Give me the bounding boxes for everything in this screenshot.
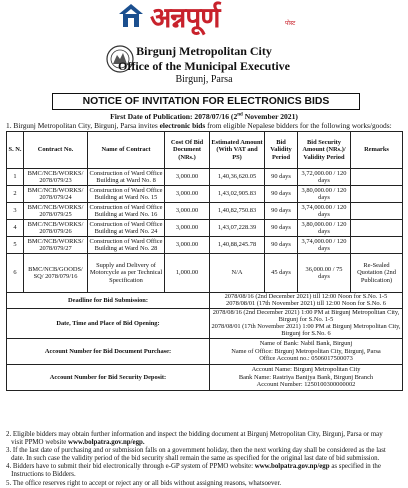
masthead-logo-subtext: पोस्ट: [285, 20, 296, 27]
note-2: 2. Eligible bidders may obtain further information and inspect the bidding document at Birgunj Metropolitan City, Birgunj, Parsa or may: [6, 431, 383, 438]
cell-security: 36,000.00 / 75 days: [298, 254, 351, 293]
purchase-account-row: [7, 338, 403, 364]
egp-link[interactable]: www.bolpatra.gov.np/egp: [254, 463, 330, 471]
note-4: 4. Bidders have to submit their bid electronically through e-GP system of PPMO website: www.bolpatra.gov.np/egp as specified in the: [6, 463, 381, 471]
cell-estimated: 1,40,36,620.05: [210, 169, 265, 186]
security-account-line: Bank Name: Rastriya Banijya Bank, Birgunj Branch: [238, 373, 374, 381]
cell-cost: 3,000.00: [165, 169, 210, 186]
cell-validity: 90 days: [265, 203, 298, 220]
note-3-cont: date. In such case the validity period of the bid security shall remain the same as specified for the original last date of bid submission.: [11, 455, 380, 463]
note-4-cont: Instructions to Bidders.: [11, 471, 76, 479]
cell-contract-no: BMC/NCB/WORKS/ 2078/079/25: [24, 203, 88, 220]
notes-section: [6, 431, 404, 488]
cell-contract-no: BMC/NCB/WORKS/ 2078/079/24: [24, 186, 88, 203]
purchase-account-label: Account Number for Bid Document Purchase:: [7, 338, 210, 364]
newspaper-masthead: [0, 0, 408, 34]
cell-remarks: [351, 186, 403, 203]
cell-estimated: 1,40,88,245.78: [210, 237, 265, 254]
cell-security: 3,80,000.00 / 120 days: [298, 220, 351, 237]
deadline-label: Deadline for Bid Submission:: [7, 293, 210, 309]
deadline-line: 2078/08/01 (17th November 2021) till 12:00 Noon for S.No. 6: [226, 300, 386, 308]
table-row: [7, 254, 403, 293]
header-estimated-amount: Estimated Amount (With VAT and PS): [210, 132, 265, 169]
deadline-row: [7, 293, 403, 309]
header-bid-cost: Cost Of Bid Document (NRs.): [165, 132, 210, 169]
cell-contract-name: Construction of Ward Office Building at Ward No. 15: [88, 186, 165, 203]
header-contract-no: Contract No.: [24, 132, 88, 169]
cell-contract-no: BMC/NCB/WORKS/ 2078/079/26: [24, 220, 88, 237]
cell-sn: 2: [7, 186, 24, 203]
cell-estimated: 1,43,07,228.39: [210, 220, 265, 237]
security-account-label: Account Number for Bid Security Deposit:: [7, 364, 210, 390]
header-validity: Bid Validity Period: [265, 132, 298, 169]
cell-contract-no: BMC/NCB/GOODS/ SQ/ 2078/079/16: [24, 254, 88, 293]
opening-line: 2078/08/16 (2nd December 2021) 1:00 PM at Birgunj Metropolitan City, Birgunj for S.No. 1-5: [212, 308, 400, 323]
security-account-line: Account Name: Birgunj Metropolitan City: [251, 366, 361, 374]
header-sn: S. N.: [7, 132, 24, 169]
table-row: [7, 203, 403, 220]
cell-contract-no: BMC/NCB/WORKS/ 2078/079/23: [24, 169, 88, 186]
cell-cost: 3,000.00: [165, 220, 210, 237]
cell-sn: 6: [7, 254, 24, 293]
cell-sn: 3: [7, 203, 24, 220]
table-row: [7, 169, 403, 186]
opening-line: 2078/08/01 (17th November 2021) 1:00 PM at Birgunj Metropolitan City, Birgunj for S.No. 6: [211, 323, 401, 338]
opening-value: [210, 308, 403, 338]
table-row: [7, 237, 403, 254]
cell-sn: 1: [7, 169, 24, 186]
security-account-value: [210, 364, 403, 390]
cell-validity: 90 days: [265, 220, 298, 237]
purchase-account-line: Office Account no.: 0506017500073: [259, 354, 353, 362]
office-address: Birgunj, Parsa: [175, 74, 233, 85]
cell-security: 3,72,000.00 / 120 days: [298, 169, 351, 186]
cell-validity: 45 days: [265, 254, 298, 293]
cell-cost: 1,000.00: [165, 254, 210, 293]
office-title-line1: Birgunj Metropolitan City: [136, 44, 272, 58]
purchase-account-line: Name of Office: Birgunj Metropolitan City, Birgunj, Parsa: [231, 347, 381, 355]
cell-remarks: [351, 169, 403, 186]
office-title-line2: Office of the Municipal Executive: [118, 59, 290, 73]
cell-remarks: [351, 203, 403, 220]
cell-validity: 90 days: [265, 186, 298, 203]
note-2-cont: visit PPMO website www.bolpatra.gov.np/egp.: [11, 439, 145, 447]
cell-remarks: [351, 220, 403, 237]
security-account-row: [7, 364, 403, 390]
deadline-value: [210, 293, 403, 309]
cell-contract-name: Construction of Ward Office Building at Ward No. 16: [88, 203, 165, 220]
purchase-account-line: Name of Bank: Nabil Bank, Birgunj: [259, 340, 353, 348]
cell-remarks: [351, 237, 403, 254]
cell-contract-name: Construction of Ward Office Building at Ward No. 8: [88, 169, 165, 186]
opening-label: Date, Time and Place of Bid Opening:: [7, 308, 210, 338]
purchase-account-value: [210, 338, 403, 364]
cell-sn: 4: [7, 220, 24, 237]
table-header-row: [7, 132, 403, 169]
cell-cost: 3,000.00: [165, 203, 210, 220]
cell-security: 3,80,000.00 / 120 days: [298, 186, 351, 203]
deadline-line: 2078/08/16 (2nd December 2021) till 12:00 Noon for S.No. 1-5: [224, 293, 388, 300]
cell-estimated: 1,43,02,905.83: [210, 186, 265, 203]
cell-sn: 5: [7, 237, 24, 254]
cell-security: 3,74,000.00 / 120 days: [298, 203, 351, 220]
opening-row: [7, 308, 403, 338]
table-row: [7, 186, 403, 203]
bids-table: [6, 131, 403, 391]
header-security: Bid Security Amount (NRs.)/ Validity Period: [298, 132, 351, 169]
header-contract-name: Name of Contract: [88, 132, 165, 169]
intro-text: 1. Birgunj Metropolitan City, Birgunj, Parsa invites electronic bids from eligible Nepalese bidders for the following works/goods:: [6, 121, 392, 130]
cell-contract-name: Construction of Ward Office Building at Ward No. 28: [88, 237, 165, 254]
cell-validity: 90 days: [265, 169, 298, 186]
cell-estimated: 1,40,82,750.83: [210, 203, 265, 220]
cell-remarks: Re-Sealed Quotation (2nd Publication): [351, 254, 403, 293]
table-row: [7, 220, 403, 237]
note-3: 3. If the last date of purchasing and or submission falls on a government holiday, then the next working day shall be considered as the last: [6, 447, 386, 455]
ppmo-link[interactable]: www.bolpatra.gov.np/egp.: [68, 439, 145, 447]
publication-date: First Date of Publication: 2078/07/16 (2nd November 2021): [110, 112, 298, 121]
header-remarks: Remarks: [351, 132, 403, 169]
cell-security: 3,74,000.00 / 120 days: [298, 237, 351, 254]
security-account-line: Account Number: 1250100300000002: [256, 380, 356, 388]
cell-validity: 90 days: [265, 237, 298, 254]
note-5: 5. The office reserves right to accept or reject any or all bids without assigning reasons, whatsoever.: [6, 479, 282, 487]
masthead-logo-text: अन्नपूर्ण: [150, 1, 220, 34]
cell-estimated: N/A: [210, 254, 265, 293]
cell-cost: 3,000.00: [165, 237, 210, 254]
cell-contract-name: Construction of Ward Office Building at Ward No. 24: [88, 220, 165, 237]
notice-title: NOTICE OF INVITATION FOR ELECTRONICS BIDS: [52, 93, 360, 110]
temple-logo-icon: [117, 3, 145, 29]
cell-contract-no: BMC/NCB/WORKS/ 2078/079/27: [24, 237, 88, 254]
cell-contract-name: Supply and Delivery of Motorcycle as per Technical Specification: [88, 254, 165, 293]
cell-cost: 3,000.00: [165, 186, 210, 203]
